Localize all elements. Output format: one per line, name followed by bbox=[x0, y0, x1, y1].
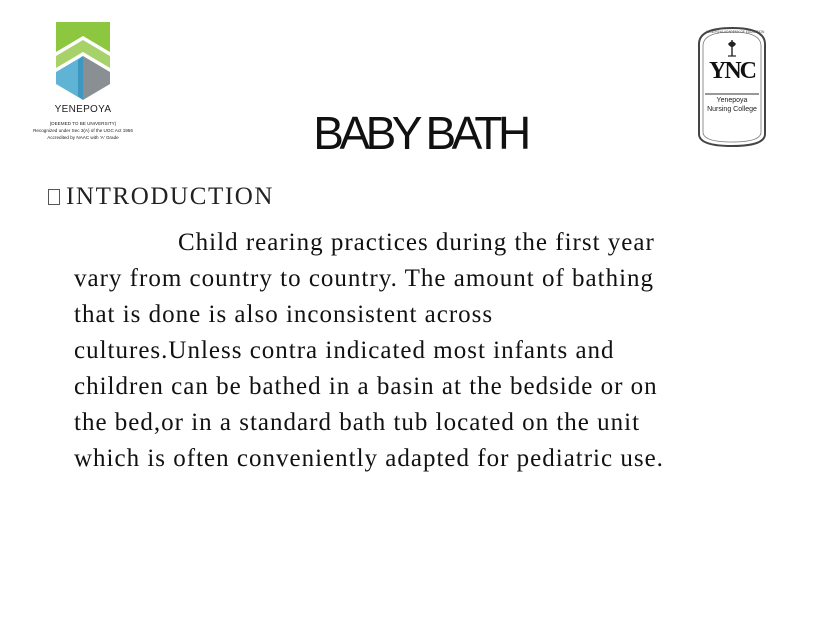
yenepoya-nursing-college-logo bbox=[696, 26, 768, 148]
logo-right-arc-text: YENEPOYA ACADEMY OF EDUCATION bbox=[706, 30, 765, 34]
paragraph-line: children can be bathed in a basin at the bedside or on bbox=[74, 373, 658, 400]
paragraph-line: which is often conveniently adapted for pediatric use. bbox=[74, 445, 664, 472]
paragraph-line: that is done is also inconsistent across bbox=[74, 301, 494, 328]
logo-left-name: YENEPOYA bbox=[54, 104, 112, 115]
logo-right-line2: Nursing College bbox=[707, 106, 757, 113]
logo-right-monogram: YNC bbox=[709, 58, 755, 84]
paragraph-line: the bed,or in a standard bath tub located on the unit bbox=[74, 409, 641, 436]
bullet-box-icon bbox=[48, 189, 60, 205]
introduction-paragraph bbox=[74, 225, 794, 477]
yenepoya-university-logo bbox=[24, 22, 142, 154]
paragraph-line: Child rearing practices during the first year bbox=[178, 229, 655, 256]
introduction-heading-row bbox=[48, 180, 274, 214]
paragraph-line: vary from country to country. The amount of bathing bbox=[74, 265, 655, 292]
logo-left-line2: Recognized under Sec 3(A) of the UGC Act 1956 bbox=[33, 128, 133, 133]
logo-left-line3: Accredited by NAAC with 'A' Grade bbox=[47, 135, 119, 140]
logo-left-line1: (DEEMED TO BE UNIVERSITY) bbox=[49, 121, 117, 126]
logo-right-line1: Yenepoya bbox=[716, 97, 748, 104]
section-heading: INTRODUCTION bbox=[66, 183, 275, 210]
slide-title: BABY BATH bbox=[313, 107, 527, 159]
paragraph-line: cultures.Unless contra indicated most infants and bbox=[74, 337, 615, 364]
yenepoya-shield-icon bbox=[52, 22, 114, 100]
